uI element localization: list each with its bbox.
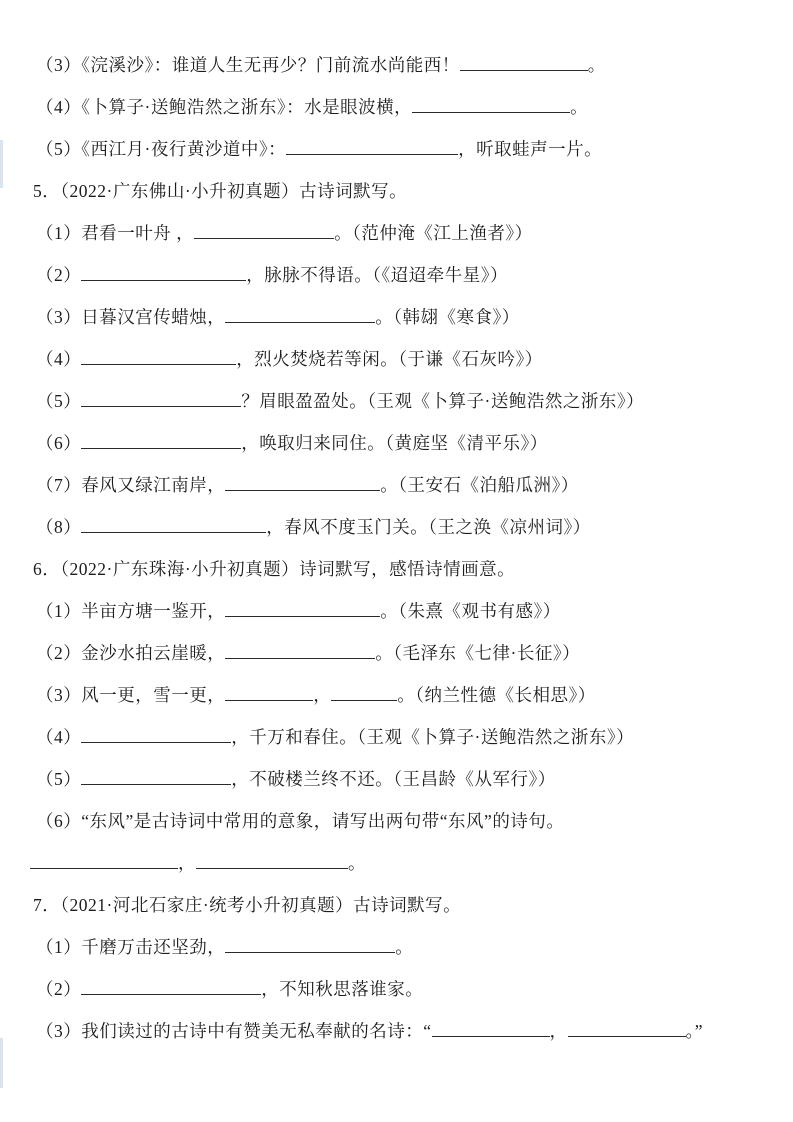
line-text: （3）我们读过的古诗中有赞美无私奉献的名诗：“ <box>36 1021 432 1041</box>
line-text: ，春风不度玉门关。（王之涣《凉州词》） <box>266 517 591 537</box>
line-text: 。（毛泽东《七律·长征》） <box>375 643 581 663</box>
line-text: ，脉脉不得语。（《迢迢牵牛星》） <box>246 265 508 285</box>
answer-blank <box>225 937 395 953</box>
line-text: 。（韩翃《寒食》） <box>375 307 520 327</box>
line-text: 。（纳兰性德《长相思》） <box>397 685 596 705</box>
line-text: （5） <box>36 391 82 411</box>
answer-blank <box>225 685 313 701</box>
line-text: 。（王安石《泊船瓜洲》） <box>380 475 579 495</box>
line-text: ， <box>178 853 196 873</box>
answer-blank <box>196 853 348 869</box>
document-body <box>0 44 793 1052</box>
question-6-header <box>0 548 793 590</box>
question-6-5-line <box>0 758 793 800</box>
line-text: （1）半亩方塘一鉴开， <box>36 601 226 621</box>
answer-blank <box>81 433 241 449</box>
line-text: （6）“东风”是古诗词中常用的意象，请写出两句带“东风”的诗句。 <box>36 811 565 831</box>
answer-blank <box>81 517 266 533</box>
question-5-8-line <box>0 506 793 548</box>
question-6-6-line <box>0 800 793 842</box>
line-text: 。 <box>570 97 589 117</box>
answer-blank <box>432 1021 550 1037</box>
line-text: ，烈火焚烧若等闲。（于谦《石灰吟》） <box>236 349 543 369</box>
question-6-2-line <box>0 632 793 674</box>
line-text: （6） <box>36 433 82 453</box>
line-text: （7）春风又绿江南岸， <box>36 475 226 495</box>
answer-blank <box>81 391 241 407</box>
question-7-2-line <box>0 968 793 1010</box>
line-text: （2） <box>36 979 82 999</box>
answer-blank <box>81 769 231 785</box>
answer-blank <box>194 223 334 239</box>
question-5-2-line <box>0 254 793 296</box>
answer-blank <box>81 265 246 281</box>
answer-blank <box>460 55 588 71</box>
question-4-4-line <box>0 86 793 128</box>
line-text: 。（范仲淹《江上渔者》） <box>334 223 533 243</box>
line-text: （4） <box>36 349 82 369</box>
line-text: 。 <box>587 55 606 75</box>
question-7-1-line <box>0 926 793 968</box>
answer-blank <box>81 727 231 743</box>
line-text: 。（朱熹《观书有感》） <box>380 601 561 621</box>
line-text: （5） <box>36 769 82 789</box>
answer-blank <box>225 307 375 323</box>
answer-blank <box>412 97 570 113</box>
line-text: （5）《西江月·夜行黄沙道中》： <box>36 139 287 159</box>
question-5-3-line <box>0 296 793 338</box>
question-5-6-line <box>0 422 793 464</box>
question-6-6-answer-line <box>0 842 793 884</box>
question-4-3-line <box>0 44 793 86</box>
answer-blank <box>331 685 397 701</box>
line-text: 6．（2022·广东珠海·小升初真题）诗词默写，感悟诗情画意。 <box>33 559 516 579</box>
line-text: ？眉眼盈盈处。（王观《卜算子·送鲍浩然之浙东》） <box>241 391 645 411</box>
line-text: 。 <box>395 937 414 957</box>
question-5-7-line <box>0 464 793 506</box>
line-text: （3）风一更，雪一更， <box>36 685 226 705</box>
line-text: （1）君看一叶舟 ， <box>36 223 195 243</box>
answer-blank <box>81 979 261 995</box>
line-text: （3）《浣溪沙》：谁道人生无再少？门前流水尚能西！ <box>36 55 460 75</box>
line-text: （1）千磨万击还坚劲， <box>36 937 226 957</box>
answer-blank <box>81 349 236 365</box>
line-text: ，唤取归来同住。（黄庭坚《清平乐》） <box>241 433 548 453</box>
question-6-1-line <box>0 590 793 632</box>
line-text: （4）《卜算子·送鲍浩然之浙东》：水是眼波横， <box>36 97 413 117</box>
line-text: ，千万和春住。（王观《卜算子·送鲍浩然之浙东》） <box>231 727 635 747</box>
answer-blank <box>225 643 375 659</box>
question-5-1-line <box>0 212 793 254</box>
line-text: （3）日暮汉宫传蜡烛， <box>36 307 226 327</box>
line-text: ， <box>313 685 332 705</box>
answer-blank <box>286 139 458 155</box>
line-text: 。 <box>348 853 366 873</box>
line-text: （8） <box>36 517 82 537</box>
question-6-3-line <box>0 674 793 716</box>
question-7-header <box>0 884 793 926</box>
line-text: （4） <box>36 727 82 747</box>
line-text: ，听取蛙声一片。 <box>458 139 603 159</box>
question-5-header <box>0 170 793 212</box>
line-text: 5．（2022·广东佛山·小升初真题）古诗词默写。 <box>33 181 408 201</box>
line-text: （2）金沙水拍云崖暖， <box>36 643 226 663</box>
answer-blank <box>225 475 380 491</box>
answer-blank <box>225 601 380 617</box>
line-text: （2） <box>36 265 82 285</box>
question-4-5-line <box>0 128 793 170</box>
question-7-3-line <box>0 1010 793 1052</box>
line-text: 。” <box>685 1021 704 1041</box>
line-text: 7．（2021·河北石家庄·统考小升初真题）古诗词默写。 <box>33 895 462 915</box>
answer-blank <box>30 853 178 869</box>
line-text: ， <box>549 1021 568 1041</box>
line-text: ，不知秋思落谁家。 <box>261 979 424 999</box>
line-text: ，不破楼兰终不还。（王昌龄《从军行》） <box>231 769 556 789</box>
answer-blank <box>568 1021 686 1037</box>
question-5-5-line <box>0 380 793 422</box>
question-5-4-line <box>0 338 793 380</box>
question-6-4-line <box>0 716 793 758</box>
